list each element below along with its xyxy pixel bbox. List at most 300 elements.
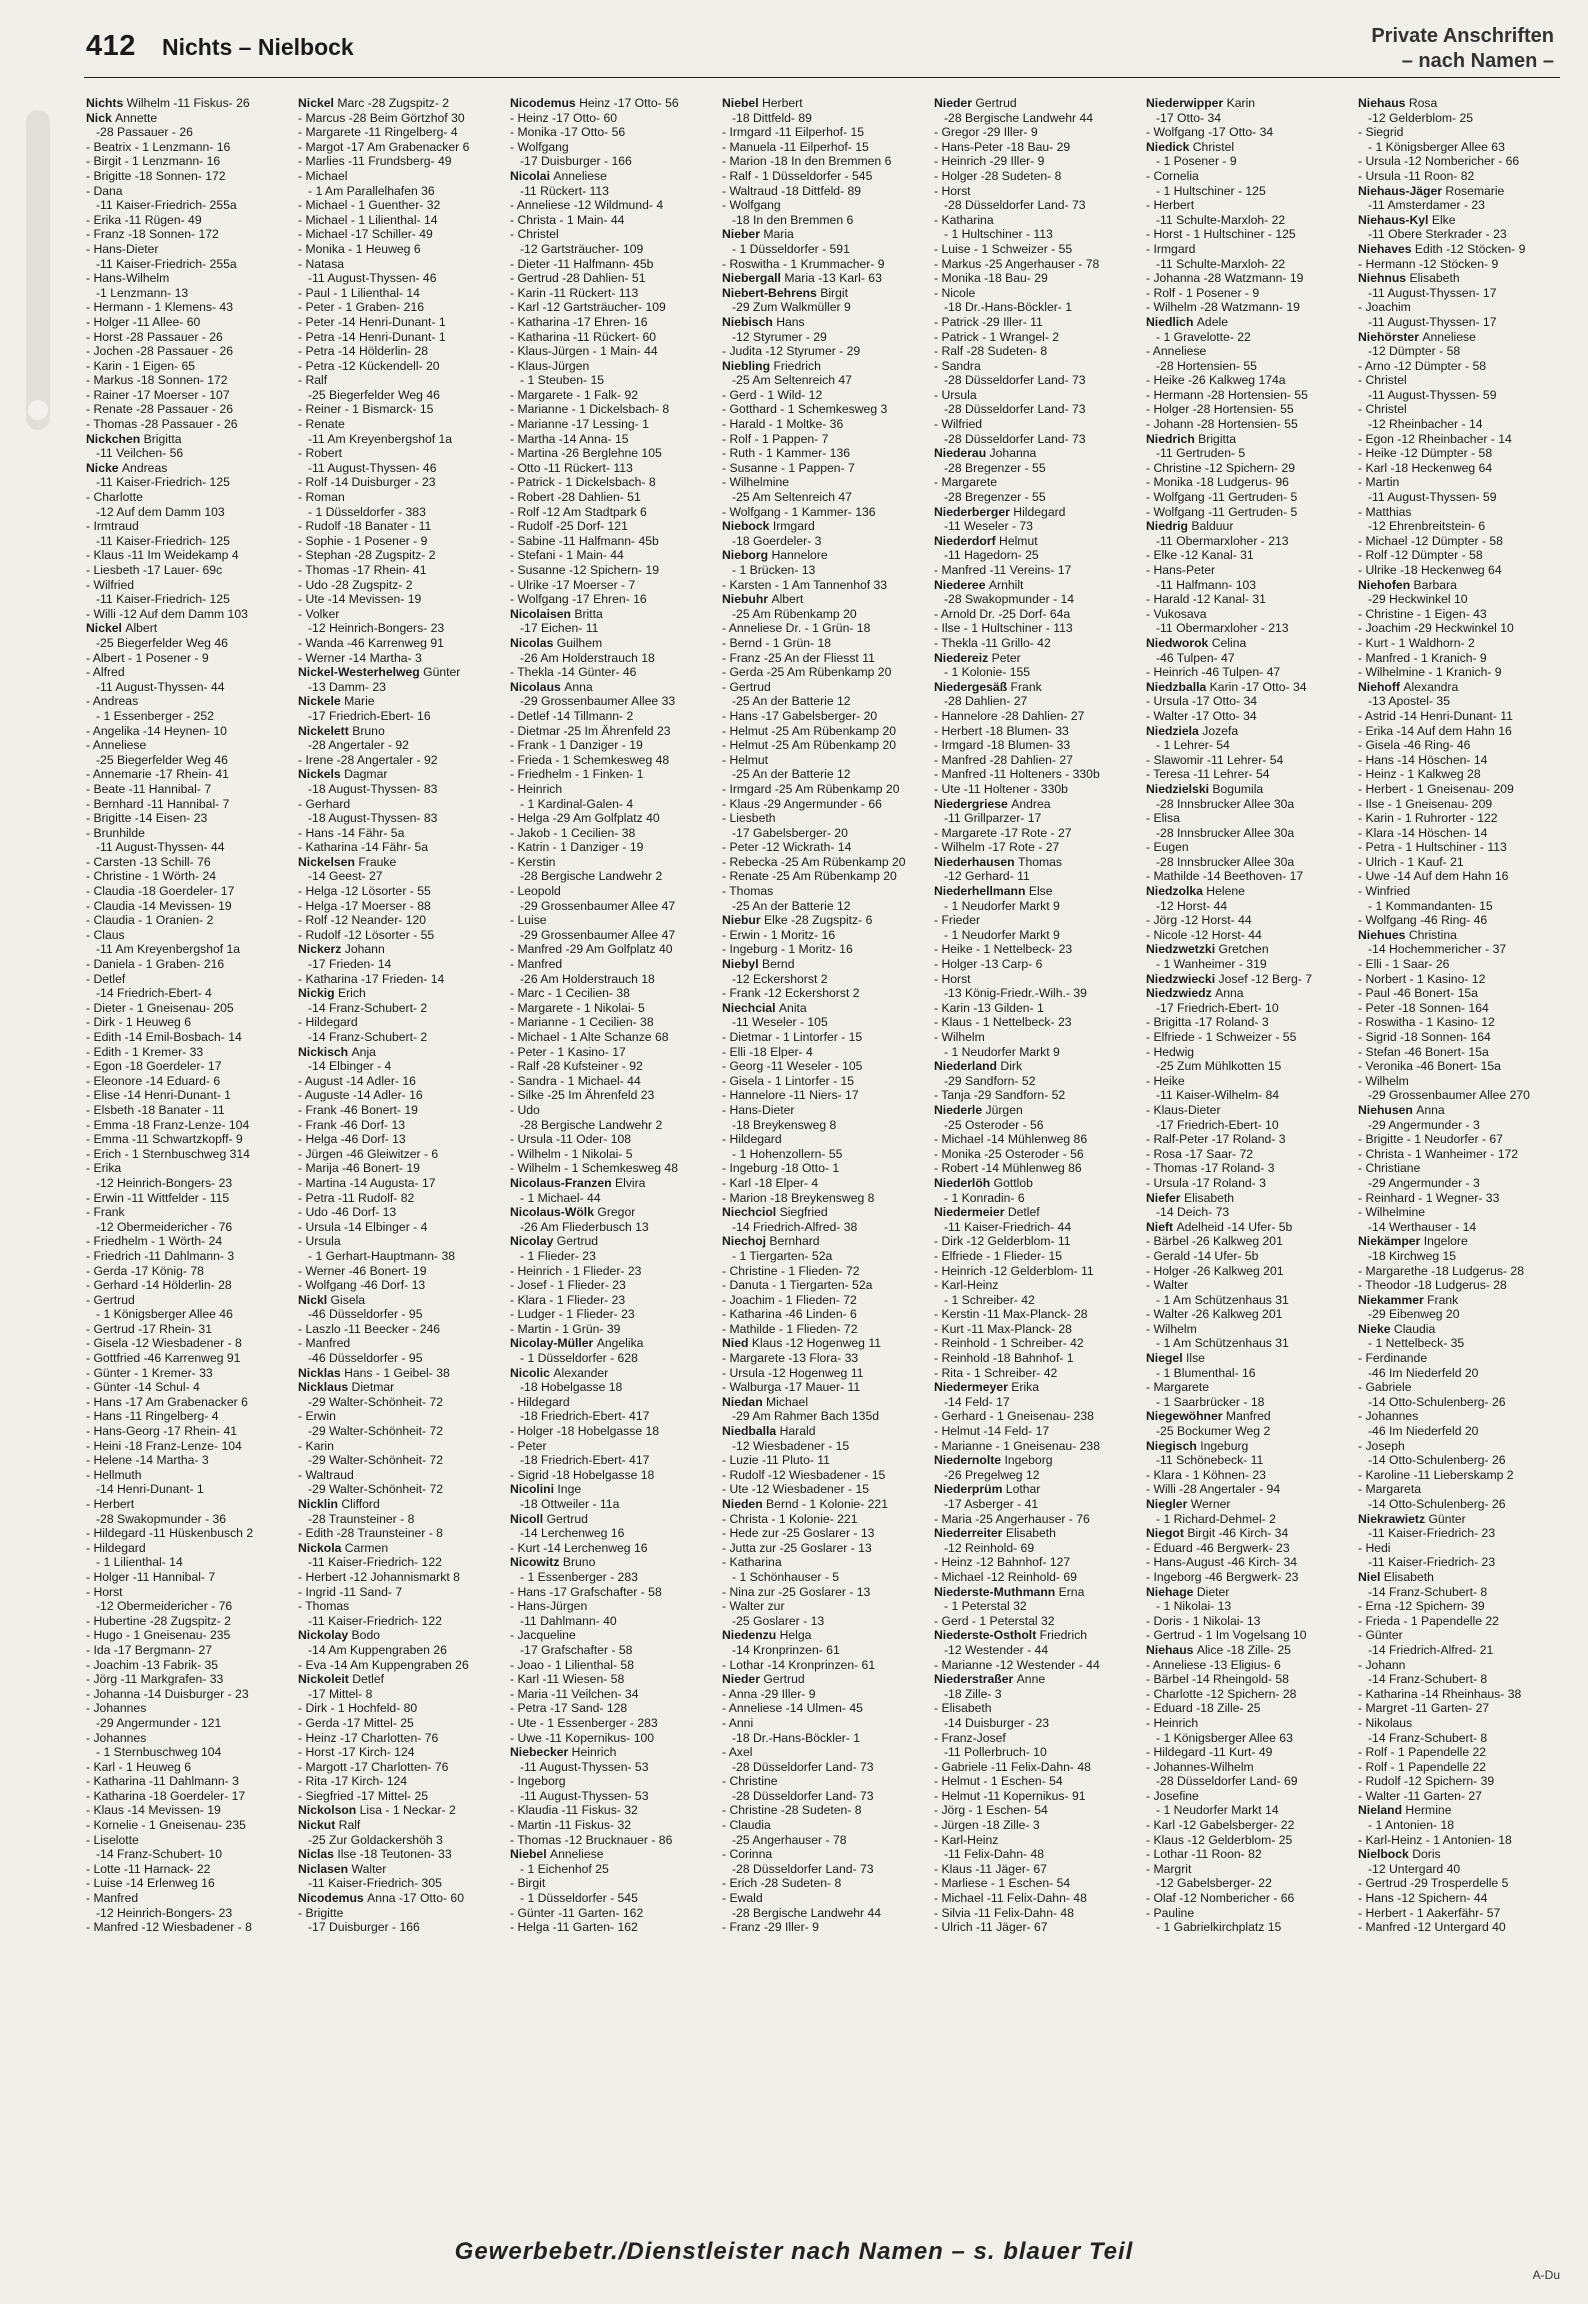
directory-entry: - Volker [298, 606, 340, 621]
directory-entry: - Auguste -14 Adler- 16 [298, 1088, 423, 1103]
address-line: -28 Düsseldorfer Land- 73 [944, 431, 1086, 446]
entry-detail: Anita [778, 1000, 807, 1015]
directory-entry: - Helga -11 Garten- 162 [510, 1920, 638, 1935]
directory-entry: - Michael - 1 Lilienthal- 14 [298, 212, 438, 227]
surname: Niederberger [934, 504, 1010, 519]
address-line: -13 Damm- 23 [308, 679, 386, 694]
directory-entry: - Reiner - 1 Bismarck- 15 [298, 402, 434, 417]
directory-entry: - Eduard -46 Bergwerk- 23 [1146, 1540, 1290, 1555]
directory-entry: - Silvia -11 Felix-Dahn- 48 [934, 1905, 1074, 1920]
entry-detail: Helene [1206, 884, 1245, 899]
directory-entry: - Peter -14 Henri-Dunant- 1 [298, 314, 446, 329]
entry-detail: Detlef [1007, 1205, 1040, 1220]
surname: Nicolaus-Franzen [510, 1175, 612, 1190]
directory-entry: - Manfred -11 Holteners - 330b [934, 767, 1100, 782]
surname: Niederau [934, 446, 987, 461]
directory-entry: - Daniela - 1 Graben- 216 [86, 957, 225, 972]
address-line: -11 Weseler - 105 [732, 1015, 828, 1030]
surname: Nicodemus [298, 1891, 364, 1906]
surname-entry [298, 1803, 500, 1818]
directory-entry: - Hugo - 1 Gneisenau- 235 [86, 1628, 231, 1643]
entry-detail: Elisabeth [1183, 1190, 1235, 1205]
directory-entry: - Arno -12 Dümpter - 58 [1358, 358, 1487, 373]
surname: Niebyl [722, 957, 759, 972]
address-line: -29 Walter-Schönheit- 72 [308, 1424, 444, 1439]
entry-detail: Carmen [344, 1540, 389, 1555]
directory-entry: - Karl-Heinz - 1 Antonien- 18 [1358, 1832, 1512, 1847]
directory-entry: - Hubertine -28 Zugspitz- 2 [86, 1613, 231, 1628]
entry-detail: Ingelore [1423, 1234, 1468, 1249]
directory-entry: - Herbert -18 Blumen- 33 [934, 723, 1069, 738]
directory-entry: - Erika -14 Auf dem Hahn 16 [1358, 723, 1512, 738]
directory-entry: - Irene -28 Angertaler - 92 [298, 752, 438, 767]
entry-detail: Hannelore [771, 548, 828, 563]
address-line: -11 August-Thyssen- 17 [1368, 314, 1497, 329]
surname: Niehaus [1358, 96, 1406, 110]
address-line: -17 Asberger - 41 [944, 1497, 1039, 1511]
section-title-line-1: Private Anschriften [1371, 25, 1554, 47]
directory-entry: - Ute -12 Wiesbadener - 15 [722, 1482, 869, 1497]
surname: Niedick [1146, 139, 1190, 154]
address-line: - 1 Posener - 9 [1156, 154, 1237, 169]
directory-entry: - Ursula [298, 1234, 341, 1249]
directory-entry: - Monika - 1 Heuweg 6 [298, 241, 421, 256]
directory-entry: - Frieda - 1 Papendelle 22 [1358, 1613, 1499, 1628]
surname: Niedergriese [934, 796, 1008, 811]
entry-detail: Anna -17 Otto- 60 [367, 1891, 464, 1906]
surname: Niehoff [1358, 679, 1400, 694]
address-line: - 1 Nettelbeck- 35 [1368, 1336, 1465, 1351]
directory-entry: - Nicole -12 Horst- 44 [1146, 927, 1262, 942]
directory-entry: - Rebecka -25 Am Rübenkamp 20 [722, 854, 906, 869]
directory-entry: - Georg -11 Weseler - 105 [722, 1059, 863, 1074]
directory-entry: - Hannelore -11 Niers- 17 [722, 1088, 859, 1103]
directory-entry: - Rolf - 1 Posener - 9 [1146, 285, 1260, 300]
directory-entry: - Hermann -28 Hortensien- 55 [1146, 387, 1308, 402]
directory-entry: - Beate -11 Hannibal- 7 [86, 781, 212, 796]
directory-entry: - Frank -46 Dorf- 13 [298, 1117, 406, 1132]
entry-detail: Gertrud [763, 1672, 805, 1687]
address-line: -29 Heckwinkel 10 [1368, 592, 1468, 607]
surname: Nickolay [298, 1628, 349, 1643]
directory-entry: - Christine [722, 1774, 778, 1789]
directory-entry: - Horst [934, 971, 971, 986]
directory-entry: - Waltraud [298, 1467, 354, 1482]
surname: Niclasen [298, 1861, 349, 1876]
surname: Niedzwiedz [1146, 986, 1212, 1001]
directory-column [510, 96, 712, 2220]
directory-entry: - Rudolf -12 Wiesbadener - 15 [722, 1467, 886, 1482]
address-line: -14 Franz-Schubert- 8 [1368, 1730, 1488, 1745]
directory-entry: - Jacqueline [510, 1628, 576, 1643]
address-line: -18 Dr.-Hans-Böckler- 1 [732, 1730, 861, 1745]
surname-entry [510, 1512, 712, 1527]
directory-entry: - Erwin [298, 1409, 336, 1424]
address-line: -12 Gabelsberger- 22 [1156, 1876, 1272, 1891]
directory-entry: - Günter [1358, 1628, 1403, 1643]
surname: Niehörster [1358, 329, 1419, 344]
directory-entry: - Claudia - 1 Oranien- 2 [86, 913, 214, 928]
directory-entry: - Ute -11 Holtener - 330b [934, 781, 1068, 796]
address-line: -29 Grossenbaumer Allee 47 [520, 898, 676, 913]
section-title-line-2: – nach Namen – [1401, 50, 1554, 72]
address-line: -14 Franz-Schubert- 10 [96, 1847, 222, 1862]
directory-entry: - Michael - 1 Guenther- 32 [298, 198, 441, 213]
directory-entry: - Christiane [1358, 1161, 1421, 1176]
directory-entry: - Wolfgang -11 Gertruden- 5 [1146, 504, 1298, 519]
directory-entry: - Horst -28 Passauer - 26 [86, 329, 223, 344]
directory-entry: - Friedhelm - 1 Finken- 1 [510, 767, 644, 782]
directory-entry: - Heike - 1 Nettelbeck- 23 [934, 942, 1073, 957]
surname-entry [722, 1205, 924, 1220]
directory-entry: - Paul -46 Bonert- 15a [1358, 986, 1478, 1001]
address-line: -26 Am Holderstrauch 18 [520, 650, 655, 665]
surname-entry [298, 96, 500, 111]
directory-entry: - Marlies -11 Frundsberg- 49 [298, 154, 452, 169]
directory-entry: - Ingeborg -46 Bergwerk- 23 [1146, 1569, 1299, 1584]
directory-entry: - Gabriele -11 Felix-Dahn- 48 [934, 1759, 1091, 1774]
address-line: -11 Schönebeck- 11 [1156, 1453, 1264, 1468]
directory-entry: - Elli - 1 Saar- 26 [1358, 957, 1450, 972]
surname-entry [1146, 1191, 1348, 1206]
address-line: - 1 Michael- 44 [520, 1190, 601, 1205]
surname-entry [934, 651, 1136, 666]
directory-entry: - Irmgard -25 Am Rübenkamp 20 [722, 781, 900, 796]
surname-entry [1358, 680, 1560, 695]
directory-entry: - Angelika -14 Heynen- 10 [86, 723, 227, 738]
address-line: -14 Henri-Dunant- 1 [96, 1482, 204, 1497]
directory-entry: - Herbert -12 Johannismarkt 8 [298, 1569, 460, 1584]
entry-detail: Elisabeth [1005, 1526, 1056, 1541]
directory-entry: - Hans -17 Am Grabenacker 6 [86, 1394, 248, 1409]
address-line: -11 Obere Sterkrader - 23 [1368, 227, 1507, 242]
directory-entry: - Astrid -14 Henri-Dunant- 11 [1358, 708, 1513, 723]
address-line: -14 Friedrich-Alfred- 21 [1368, 1642, 1494, 1657]
directory-entry: - Wilhelm [1146, 1321, 1197, 1336]
address-line: -12 Heinrich-Bongers- 23 [308, 621, 445, 636]
surname-entry [1146, 1497, 1348, 1512]
address-line: -11 Rückert- 113 [520, 183, 609, 198]
directory-entry: - Waltraud -18 Dittfeld- 89 [722, 183, 862, 198]
directory-entry: - Werner -46 Bonert- 19 [298, 1263, 427, 1278]
entry-detail: Johanna [989, 446, 1037, 461]
surname-entry [1358, 1293, 1560, 1308]
surname-entry [510, 169, 712, 184]
address-line: - 1 Königsberger Allee 63 [1156, 1730, 1293, 1745]
directory-entry: - Petra -14 Henri-Dunant- 1 [298, 329, 446, 344]
directory-entry: - Marion -18 Breykensweg 8 [722, 1190, 875, 1205]
address-line: -28 Düsseldorfer Land- 73 [944, 402, 1086, 417]
surname-entry [298, 1380, 500, 1395]
surname-entry [298, 767, 500, 782]
entry-detail: Elisabeth [1409, 271, 1460, 286]
directory-entry: - Manfred -12 Wiesbadener - 8 [86, 1920, 252, 1935]
address-line: - 1 Lehrer- 54 [1156, 738, 1230, 753]
address-line: -14 Franz-Schubert- 2 [308, 1000, 428, 1015]
address-line: -28 Düsseldorfer Land- 69 [1156, 1774, 1298, 1789]
directory-entry: - Rolf - 1 Pappen- 7 [722, 431, 829, 446]
address-line: -11 Hagedorn- 25 [944, 548, 1039, 563]
address-line: -11 Kaiser-Friedrich- 125 [96, 592, 230, 607]
directory-entry: - Birgit [510, 1876, 546, 1891]
entry-detail: Ilse [1185, 1351, 1205, 1366]
directory-entry: - Karl -18 Heckenweg 64 [1358, 460, 1493, 475]
entry-detail: Alexandra [1403, 679, 1459, 694]
surname-entry [298, 1045, 500, 1060]
directory-entry: - Dirk - 1 Hochfeld- 80 [298, 1701, 418, 1716]
directory-entry: - Martin - 1 Grün- 39 [510, 1321, 621, 1336]
address-line: -18 Hobelgasse 18 [520, 1380, 623, 1395]
directory-entry: - Willi -28 Angertaler - 94 [1146, 1482, 1281, 1497]
entry-detail: Anneliese [1422, 329, 1476, 344]
directory-entry: - Dirk -12 Gelderblom- 11 [934, 1234, 1071, 1249]
directory-entry: - Friedhelm - 1 Wörth- 24 [86, 1234, 223, 1249]
directory-entry: - Hildegard [722, 1132, 782, 1147]
directory-entry: - Anneliese -13 Eligius- 6 [1146, 1657, 1281, 1672]
entry-detail: Annette [115, 110, 158, 125]
directory-entry: - Reinhold -18 Bahnhof- 1 [934, 1351, 1074, 1366]
address-line: -14 Am Kuppengraben 26 [308, 1642, 447, 1657]
surname: Nieder [934, 96, 972, 110]
entry-detail: Marie [344, 694, 375, 709]
entry-detail: Edith -12 Stöcken- 9 [1414, 241, 1526, 256]
directory-entry: - Wilhelmine - 1 Kranich- 9 [1358, 665, 1502, 680]
entry-detail: Anna [564, 679, 593, 694]
surname: Nicoll [510, 1511, 544, 1526]
directory-entry: - Manfred -29 Am Golfplatz 40 [510, 942, 673, 957]
address-line: -25 Osteroder - 56 [944, 1117, 1044, 1132]
directory-entry: - Laszlo -11 Beecker - 246 [298, 1321, 441, 1336]
address-line: -25 An der Batterie 12 [732, 767, 851, 782]
surname-entry [1146, 1585, 1348, 1600]
address-line: -28 Düsseldorfer Land- 73 [944, 198, 1086, 213]
entry-detail: Jozefa [1202, 723, 1239, 738]
address-line: - 1 Königsberger Allee 63 [1368, 139, 1505, 154]
directory-entry: - Hans -12 Spichern- 44 [1358, 1891, 1488, 1906]
entry-detail: Bernd - 1 Kolonie- 221 [766, 1497, 888, 1511]
address-line: -28 Bregenzer - 55 [944, 490, 1046, 505]
directory-entry: - Katrin - 1 Danziger - 19 [510, 840, 644, 855]
directory-entry: - Susanne -12 Spichern- 19 [510, 563, 660, 577]
surname-entry [298, 1541, 500, 1556]
surname: Niedlich [1146, 314, 1194, 329]
directory-entry: - Dieter -11 Halfmann- 45b [510, 256, 654, 271]
address-line: - 1 Tiergarten- 52a [732, 1248, 833, 1263]
directory-entry: - Klaus -11 Im Weidekamp 4 [86, 548, 239, 563]
directory-entry: - Ursula -17 Roland- 3 [1146, 1175, 1266, 1190]
directory-entry: - Wanda -46 Karrenweg 91 [298, 635, 444, 650]
surname-entry [510, 1234, 712, 1249]
directory-entry: - Marcus -28 Beim Görtzhof 30 [298, 110, 465, 125]
surname: Niedereiz [934, 650, 989, 665]
directory-entry: - Ingeburg -18 Otto- 1 [722, 1161, 840, 1176]
surname: Niegler [1146, 1497, 1188, 1511]
directory-entry: - Horst [86, 1584, 123, 1599]
directory-entry: - Gertrud -17 Rhein- 31 [86, 1321, 212, 1336]
address-line: -46 Düsseldorfer - 95 [308, 1351, 423, 1366]
address-line: - 1 Lilienthal- 14 [96, 1555, 183, 1570]
directory-entry: - Nina zur -25 Goslarer - 13 [722, 1584, 871, 1599]
directory-entry: - Theodor -18 Ludgerus- 28 [1358, 1278, 1507, 1293]
entry-detail: Brigitta [1198, 431, 1237, 446]
surname-entry [1146, 519, 1348, 534]
surname-entry [722, 913, 924, 928]
directory-entry: - Elli -18 Elper- 4 [722, 1044, 813, 1059]
entry-detail: Gertrud [546, 1511, 588, 1526]
surname: Niederste-Ostholt [934, 1628, 1037, 1643]
directory-entry: - Johann [1358, 1657, 1406, 1672]
directory-entry: - Katharina [722, 1555, 782, 1570]
surname-entry [510, 1555, 712, 1570]
entry-detail: Rosa [1408, 96, 1438, 110]
surname: Niehaus-Jäger [1358, 183, 1442, 198]
surname-entry [1358, 242, 1560, 257]
surname: Nickisch [298, 1044, 349, 1059]
surname-entry [1146, 724, 1348, 739]
entry-detail: Doris [1412, 1847, 1441, 1862]
surname: Nickel [298, 96, 334, 110]
directory-entry: - Klaus - 1 Nettelbeck- 23 [934, 1015, 1072, 1030]
directory-entry: - Rolf -14 Duisburger - 23 [298, 475, 436, 490]
directory-entry: - Anna -29 Iller- 9 [722, 1686, 816, 1701]
directory-entry: - Karin [298, 1438, 334, 1453]
address-line: -12 Horst- 44 [1156, 898, 1228, 913]
directory-entry: - Michael -12 Reinhold- 69 [934, 1569, 1077, 1584]
surname: Nickels [298, 767, 341, 782]
address-line: -11 August-Thyssen- 44 [96, 840, 225, 855]
directory-entry: - Karl -11 Wiesen- 58 [510, 1672, 625, 1687]
directory-entry: - Marianne -12 Westender - 44 [934, 1657, 1100, 1672]
directory-entry: - Dirk - 1 Heuweg 6 [86, 1015, 191, 1030]
directory-entry: - Helga -17 Moerser - 88 [298, 898, 431, 913]
address-line: -29 Zum Walkmüller 9 [732, 300, 851, 315]
directory-entry: - Thomas [298, 1599, 350, 1614]
address-line: -28 Passauer - 26 [96, 125, 193, 140]
address-line: -29 Eibenweg 20 [1368, 1307, 1460, 1322]
surname-entry [298, 942, 500, 957]
surname-entry [934, 578, 1136, 593]
directory-entry: - Lothar -14 Kronprinzen- 61 [722, 1657, 876, 1672]
directory-entry: - Ralf [298, 373, 328, 388]
directory-entry: - Elsbeth -18 Banater - 11 [86, 1102, 225, 1117]
address-line: -11 Kaiser-Friedrich- 122 [308, 1555, 442, 1570]
directory-entry: - Karl -12 Gartsträucher- 109 [510, 300, 666, 315]
entry-detail: Jürgen [985, 1102, 1023, 1117]
directory-entry: - Katharina -14 Rheinhaus- 38 [1358, 1686, 1522, 1701]
entry-detail: Hans - 1 Geibel- 38 [344, 1365, 450, 1380]
directory-entry: - Frank - 1 Danziger - 19 [510, 738, 643, 753]
address-line: -18 August-Thyssen- 83 [308, 781, 438, 796]
directory-entry: - Monika -17 Otto- 56 [510, 125, 626, 140]
directory-entry: - Gertrud -29 Trosperdelle 5 [1358, 1876, 1509, 1891]
address-line: - 1 Essenberger - 283 [520, 1569, 638, 1584]
entry-detail: Siegfried [779, 1205, 828, 1220]
directory-entry: - Johann -28 Hortensien- 55 [1146, 417, 1298, 432]
directory-entry: - Edith - 1 Kremer- 33 [86, 1044, 204, 1059]
address-line: -14 Hochemmericher - 37 [1368, 942, 1507, 957]
surname: Niebuhr [722, 592, 769, 607]
entry-detail: Frauke [358, 854, 397, 869]
entry-detail: Clifford [341, 1497, 380, 1511]
directory-entry: - Erich -28 Sudeten- 8 [722, 1876, 842, 1891]
entry-detail: Detlef [352, 1672, 385, 1687]
directory-entry: - Gotthard - 1 Schemkesweg 3 [722, 402, 888, 417]
directory-entry: - Heinrich [510, 781, 563, 796]
surname: Niederstraßer [934, 1672, 1014, 1687]
surname: Niebur [722, 913, 761, 928]
directory-entry: - Heike -12 Dümpter - 58 [1358, 446, 1493, 461]
entry-detail: Frank [1427, 1292, 1459, 1307]
directory-entry: - Kurt - 1 Waldhorn- 2 [1358, 635, 1475, 650]
address-line: -14 Kronprinzen- 61 [732, 1642, 840, 1657]
surname-entry [1146, 986, 1348, 1001]
address-line: -28 Innsbrucker Allee 30a [1156, 796, 1295, 811]
directory-entry: - Wilhelm [1358, 1073, 1409, 1088]
address-line: -17 Duisburger - 166 [520, 154, 632, 169]
directory-entry: - Günter -11 Garten- 162 [510, 1905, 644, 1920]
address-line: -17 Frieden- 14 [308, 957, 392, 972]
entry-detail: Maria [763, 227, 794, 242]
directory-entry: - Hans-August -46 Kirch- 34 [1146, 1555, 1298, 1570]
directory-entry: - Luise -14 Erlenweg 16 [86, 1876, 215, 1891]
directory-entry: - Egon -12 Rheinbacher - 14 [1358, 431, 1512, 446]
directory-entry: - Karoline -11 Lieberskamp 2 [1358, 1467, 1514, 1482]
address-line: -17 Friedrich-Ebert- 10 [1156, 1117, 1279, 1132]
directory-entry: - Anneliese -14 Ulmen- 45 [722, 1701, 863, 1716]
address-line: -12 Westender - 44 [944, 1642, 1049, 1657]
address-line: - 1 Nikolai- 13 [1156, 1599, 1232, 1614]
directory-entry: - Uwe -11 Kopernikus- 100 [510, 1730, 655, 1745]
directory-entry: - Margarete [934, 475, 997, 490]
directory-entry: - Karin -11 Rückert- 113 [510, 285, 639, 300]
address-line: -14 Duisburger - 23 [944, 1715, 1049, 1730]
directory-entry: - Leopold [510, 884, 561, 899]
address-line: -11 August-Thyssen- 46 [308, 271, 437, 286]
address-line: -11 Kaiser-Friedrich- 23 [1368, 1555, 1496, 1570]
directory-entry: - Udo -46 Dorf- 13 [298, 1205, 397, 1220]
directory-entry: - Peter - 1 Kasino- 17 [510, 1044, 626, 1059]
address-line: -25 An der Batterie 12 [732, 694, 851, 709]
address-line: -11 Grillparzer- 17 [944, 811, 1042, 826]
directory-entry: - Holger -28 Hortensien- 55 [1146, 402, 1294, 417]
directory-entry: - Hans -17 Grafschafter - 58 [510, 1584, 662, 1599]
directory-column [298, 96, 500, 2220]
surname-entry [934, 534, 1136, 549]
directory-entry: - Edith -14 Emil-Bosbach- 14 [86, 1030, 242, 1044]
directory-entry: - Dietmar - 1 Lintorfer - 15 [722, 1030, 863, 1044]
directory-entry: - Anneliese -12 Wildmund- 4 [510, 198, 664, 213]
address-line: -18 Goerdeler- 3 [732, 533, 822, 548]
directory-entry: - Rosa -17 Saar- 72 [1146, 1146, 1254, 1161]
address-line: -17 Mittel- 8 [308, 1686, 373, 1701]
directory-entry: - Walter [1146, 1278, 1189, 1293]
directory-entry: - Martha -14 Anna- 15 [510, 431, 629, 446]
surname: Niegewöhner [1146, 1409, 1223, 1424]
surname: Niebisch [722, 314, 773, 329]
surname-entry [1146, 432, 1348, 447]
address-line: -12 Auf dem Damm 103 [96, 504, 225, 519]
entry-detail: Michael [766, 1394, 809, 1409]
address-line: -46 Im Niederfeld 20 [1368, 1365, 1479, 1380]
directory-entry: - August -14 Adler- 16 [298, 1073, 416, 1088]
directory-entry: - Ulrich - 1 Kauf- 21 [1358, 854, 1464, 869]
directory-entry: - Michael -17 Schiller- 49 [298, 227, 433, 242]
entry-detail: Birgit -46 Kirch- 34 [1187, 1526, 1289, 1541]
entry-detail: Wilhelm -11 Fiskus- 26 [126, 96, 250, 110]
surname-entry [722, 1234, 924, 1249]
directory-entry: - Kerstin [510, 854, 556, 869]
surname-entry [86, 96, 288, 111]
